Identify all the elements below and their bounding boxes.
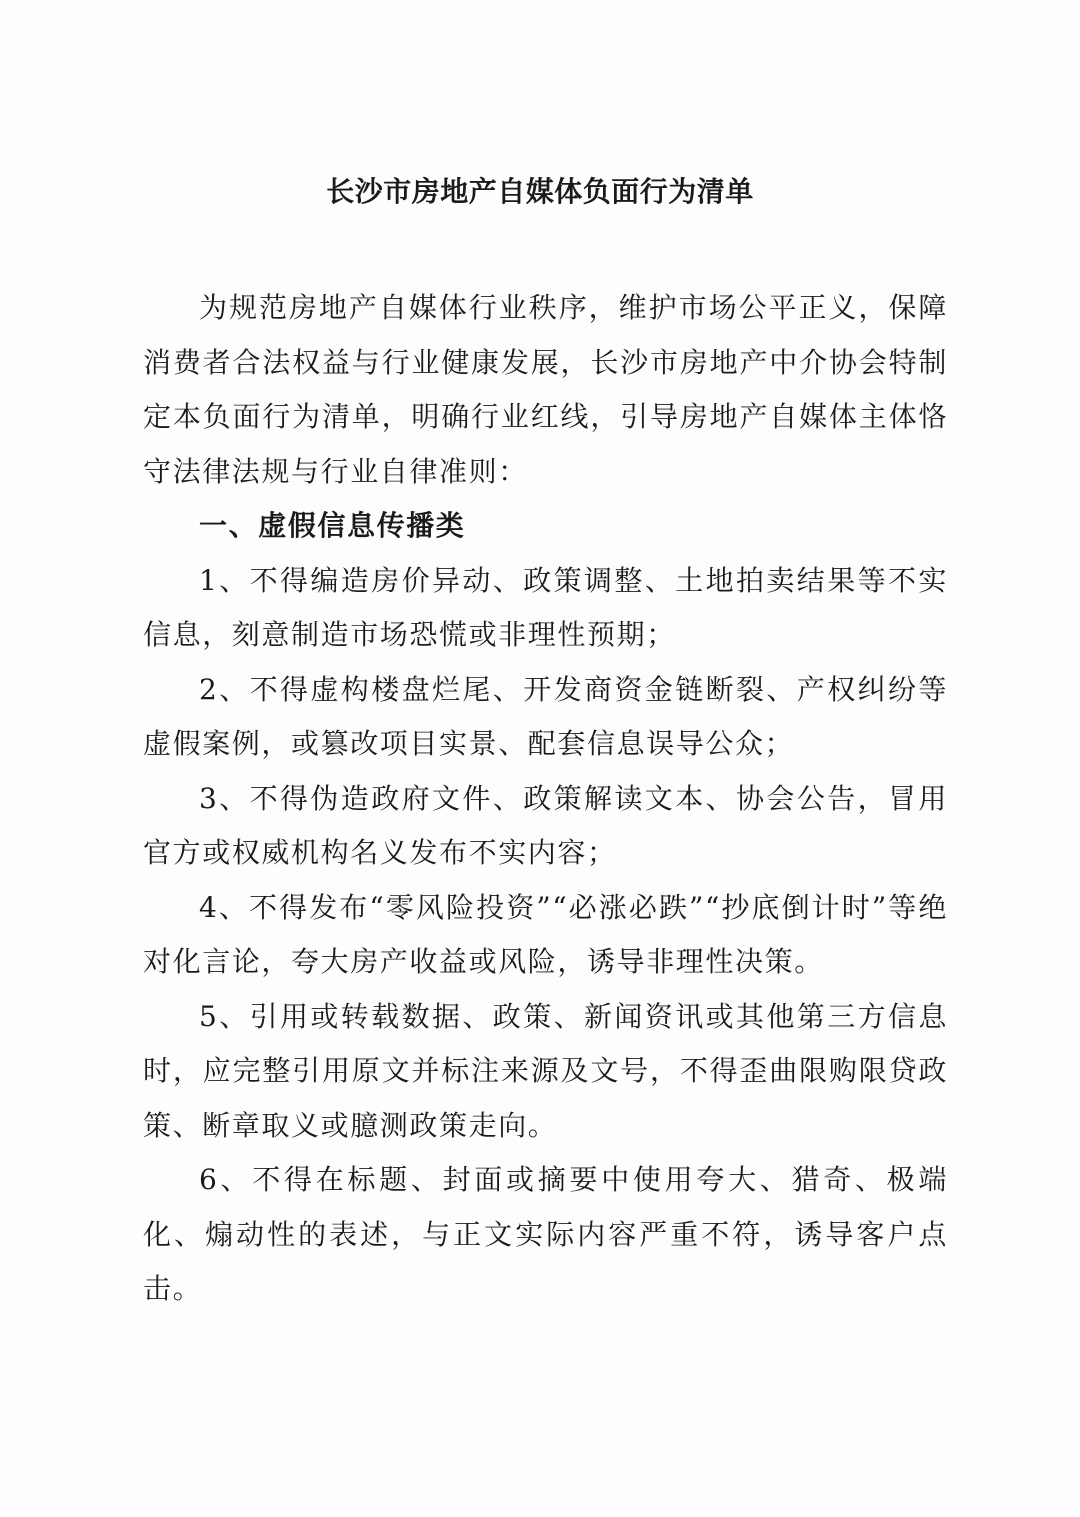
list-item: 4、不得发布“零风险投资”“必涨必跌”“抄底倒计时”等绝对化言论，夸大房产收益或风险，诱导非理性决策。 (143, 890, 948, 978)
document-body (143, 281, 948, 1317)
document-title: 长沙市房地产自媒体负面行为清单 (326, 175, 754, 208)
list-item: 3、不得伪造政府文件、政策解读文本、协会公告，冒用官方或权威机构名义发布不实内容； (143, 781, 948, 869)
intro-paragraph: 为规范房地产自媒体行业秩序，维护市场公平正义，保障消费者合法权益与行业健康发展，长沙市房地产中介协会特制定本负面行为清单，明确行业红线，引导房地产自媒体主体恪守法律法规与行业自律准则： (143, 291, 948, 488)
list-item: 2、不得虚构楼盘烂尾、开发商资金链断裂、产权纠纷等虚假案例，或篡改项目实景、配套信息误导公众； (143, 672, 948, 760)
list-item: 6、不得在标题、封面或摘要中使用夸大、猎奇、极端化、煽动性的表述，与正文实际内容严重不符，诱导客户点击。 (143, 1163, 948, 1305)
section-heading: 一、虚假信息传播类 (199, 509, 466, 542)
list-item: 5、引用或转载数据、政策、新闻资讯或其他第三方信息时，应完整引用原文并标注来源及文号，不得歪曲限购限贷政策、断章取义或臆测政策走向。 (143, 999, 948, 1142)
list-item: 1、不得编造房价异动、政策调整、土地拍卖结果等不实信息，刻意制造市场恐慌或非理性预期； (143, 563, 948, 651)
